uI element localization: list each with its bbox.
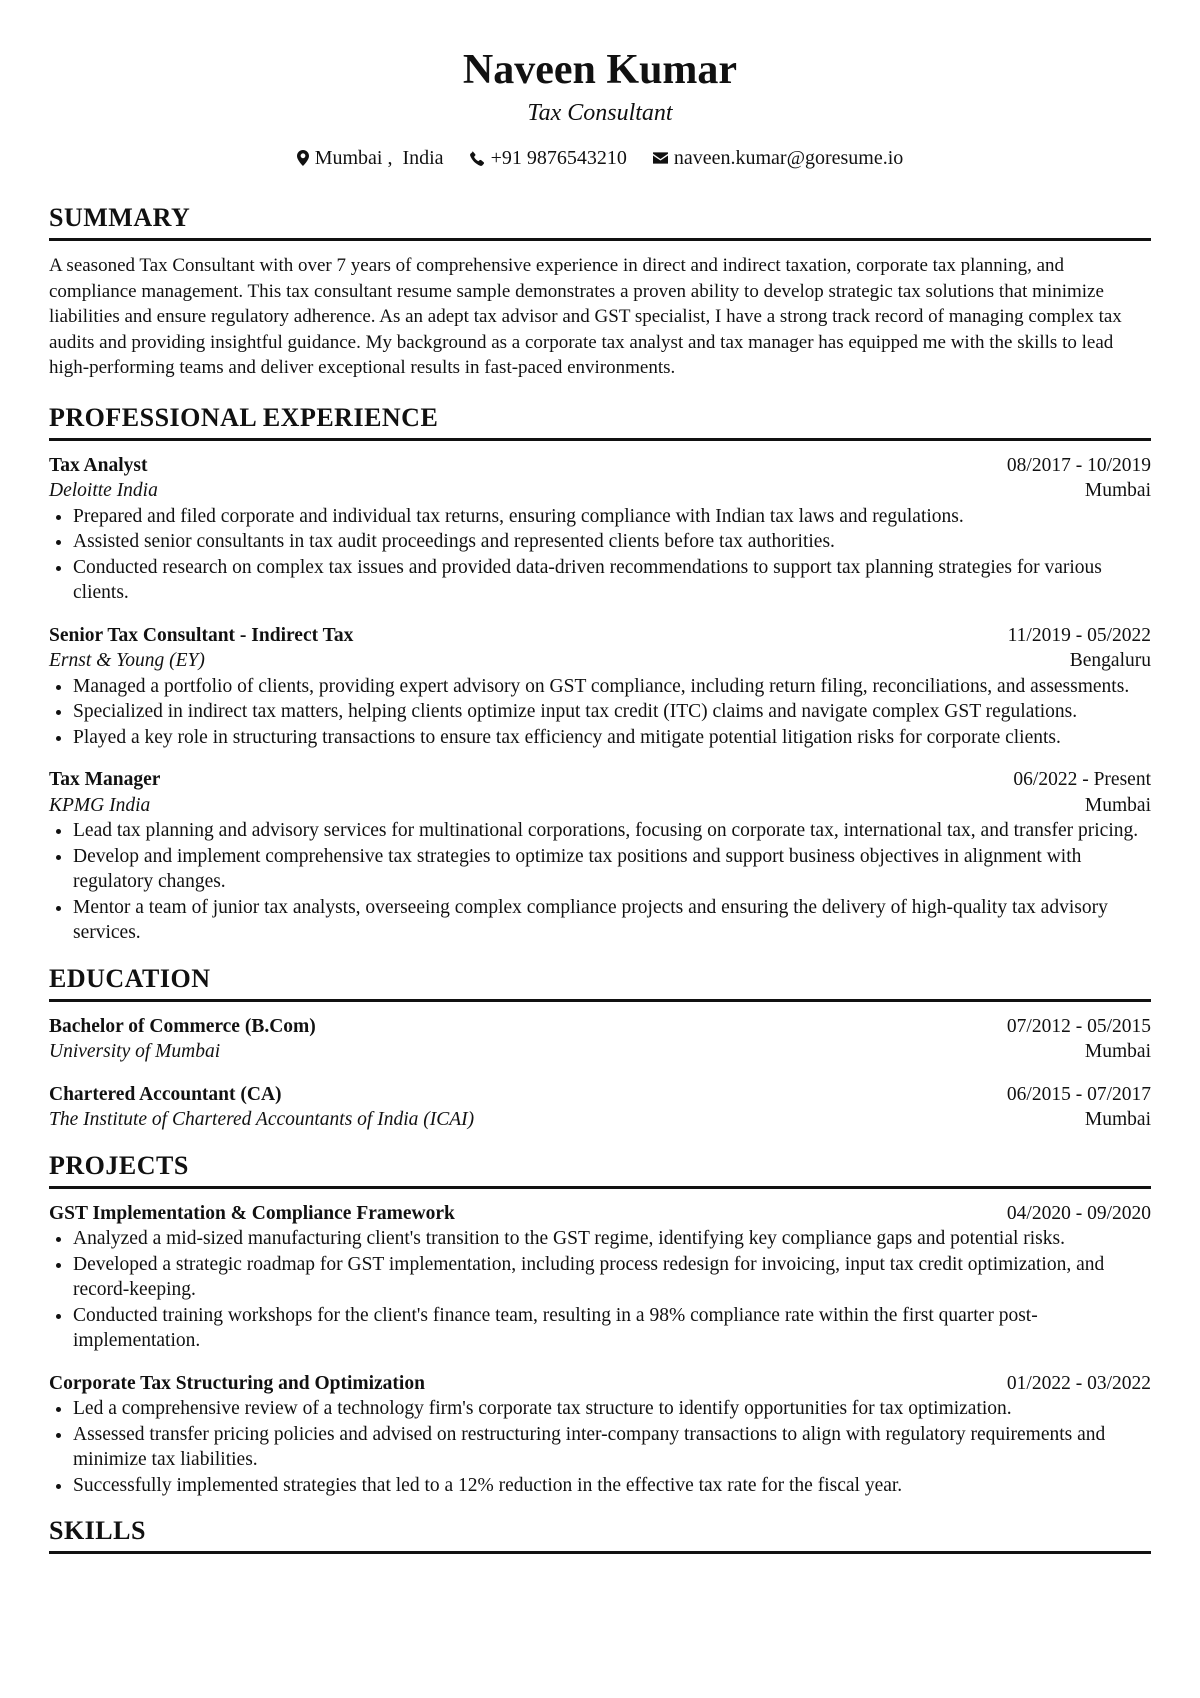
bullet-item: • Lead tax planning and advisory services for multinational corporations, focusing on corporate tax, international tax, and transfer pricing. [73,818,1151,844]
summary-section [49,202,1151,381]
resume-header [49,0,1151,172]
entry-title-row [49,1082,1151,1108]
entry-dates: 07/2012 - 05/2015 [1006,1015,1151,1037]
bullet-item: • Specialized in indirect tax matters, helping clients optimize input tax credit (ITC) claims and navigate complex GST regulations. [73,699,1151,725]
phone-text: +91 9876543210 [490,147,627,169]
entry-sub-row [49,793,1151,819]
projects-section [49,1150,1151,1499]
experience-section [49,402,1151,946]
contact-location [297,144,444,172]
entry-location: Mumbai [1084,794,1151,816]
entry-title: Tax Analyst [49,454,148,476]
bullet-list [49,504,1151,606]
project-entry [49,1371,1151,1499]
contact-email[interactable] [653,144,903,172]
bullet-list [49,1226,1151,1354]
envelope-icon [653,152,668,164]
bullet-list [49,674,1151,751]
education-entry [49,1014,1151,1065]
section-heading-projects: PROJECTS [49,1150,1151,1189]
entry-company: Ernst & Young (EY) [49,650,205,671]
section-heading-summary: SUMMARY [49,202,1151,241]
entry-location: Mumbai [1084,1109,1151,1130]
experience-entry [49,453,1151,606]
entry-degree: Bachelor of Commerce (B.Com) [49,1015,316,1037]
entry-title-row [49,1014,1151,1040]
summary-text: A seasoned Tax Consultant with over 7 years of comprehensive experience in direct and indirect taxation, corporate tax planning, and compliance management. This tax consultant resume sample demonstrates a proven ability to develop strategic tax solutions that minimize liabilities and ensure regulatory adherence. As an adept tax advisor and GST specialist, I have a strong track record of managing complex tax audits and providing insightful guidance. My background as a corporate tax analyst and tax manager has equipped me with the skills to lead high-performing teams and deliver exceptional results in fast-paced environments. [49,255,1122,378]
entry-degree: Chartered Accountant (CA) [49,1083,282,1105]
candidate-name: Naveen Kumar [462,47,738,93]
entry-dates: 06/2022 - Present [1013,769,1151,790]
entry-dates: 01/2022 - 03/2022 [1006,1372,1151,1394]
skills-section [49,1515,1151,1554]
entry-title-row [49,767,1151,793]
bullet-item: • Played a key role in structuring transactions to ensure tax efficiency and mitigate potential litigation risks for corporate clients. [73,725,1151,751]
bullet-list [49,818,1151,946]
entry-title: Tax Manager [49,769,161,790]
entry-title-row [49,453,1151,479]
bullet-item: • Assisted senior consultants in tax audit proceedings and represented clients before tax authorities. [73,529,1151,555]
entry-location: Mumbai [1084,1041,1151,1062]
project-entry [49,1201,1151,1354]
entry-sub-row [49,1107,1151,1133]
entry-title-row [49,1201,1151,1227]
map-pin-icon [297,150,309,166]
education-section [49,963,1151,1133]
bullet-item: • Develop and implement comprehensive tax strategies to optimize tax positions and support business objectives in alignment with regulatory changes. [73,844,1151,895]
bullet-item: • Analyzed a mid-sized manufacturing client's transition to the GST regime, identifying key compliance gaps and potential risks. [73,1226,1151,1252]
entry-school: University of Mumbai [49,1041,221,1062]
entry-location: Mumbai [1084,480,1151,501]
experience-entry [49,623,1151,751]
bullet-item: • Conducted research on complex tax issues and provided data-driven recommendations to support tax planning strategies for various clients. [73,555,1151,606]
entry-dates: 04/2020 - 09/2020 [1006,1202,1151,1224]
entry-title: GST Implementation & Compliance Framework [49,1202,455,1224]
bullet-item: • Developed a strategic roadmap for GST implementation, including process redesign for invoicing, input tax credit optimization, and record-keeping. [73,1252,1151,1303]
entry-dates: 06/2015 - 07/2017 [1006,1083,1151,1105]
entry-title: Senior Tax Consultant - Indirect Tax [49,624,354,646]
phone-icon [470,151,485,166]
entry-dates: 08/2017 - 10/2019 [1006,454,1151,476]
section-heading-skills: SKILLS [49,1515,1151,1554]
education-entry [49,1082,1151,1133]
contact-phone[interactable] [470,144,627,172]
entry-title-row [49,1371,1151,1397]
entry-sub-row [49,648,1151,674]
bullet-item: • Led a comprehensive review of a technology firm's corporate tax structure to identify opportunities for tax optimization. [73,1396,1151,1422]
entry-school: The Institute of Chartered Accountants of India (ICAI) [49,1109,475,1130]
entry-company: KPMG India [49,794,151,816]
entry-sub-row [49,478,1151,504]
location-text: Mumbai , India [314,147,444,169]
section-heading-experience: PROFESSIONAL EXPERIENCE [49,402,1151,441]
entry-company: Deloitte India [49,480,158,501]
bullet-item: • Conducted training workshops for the client's finance team, resulting in a 98% compliance rate within the first quarter post-implementation. [73,1303,1151,1354]
job-title: Tax Consultant [527,100,673,126]
experience-entry [49,767,1151,946]
entry-sub-row [49,1039,1151,1065]
bullet-list [49,1396,1151,1498]
bullet-item: • Managed a portfolio of clients, providing expert advisory on GST compliance, including return filing, reconciliations, and assessments. [73,674,1151,700]
bullet-item: • Prepared and filed corporate and individual tax returns, ensuring compliance with Indian tax laws and regulations. [73,504,1151,530]
bullet-item: • Assessed transfer pricing policies and advised on restructuring inter-company transactions to align with regulatory requirements and minimize tax liabilities. [73,1422,1151,1473]
entry-location: Bengaluru [1069,650,1151,671]
entry-title-row [49,623,1151,649]
bullet-item: • Successfully implemented strategies that led to a 12% reduction in the effective tax rate for the fiscal year. [73,1473,1151,1499]
entry-title: Corporate Tax Structuring and Optimization [49,1372,425,1394]
section-heading-education: EDUCATION [49,963,1151,1002]
bullet-item: • Mentor a team of junior tax analysts, overseeing complex compliance projects and ensuring the delivery of high-quality tax advisory services. [73,895,1151,946]
entry-dates: 11/2019 - 05/2022 [1007,624,1151,646]
contact-bar [49,144,1151,172]
email-text: naveen.kumar@goresume.io [673,147,904,169]
